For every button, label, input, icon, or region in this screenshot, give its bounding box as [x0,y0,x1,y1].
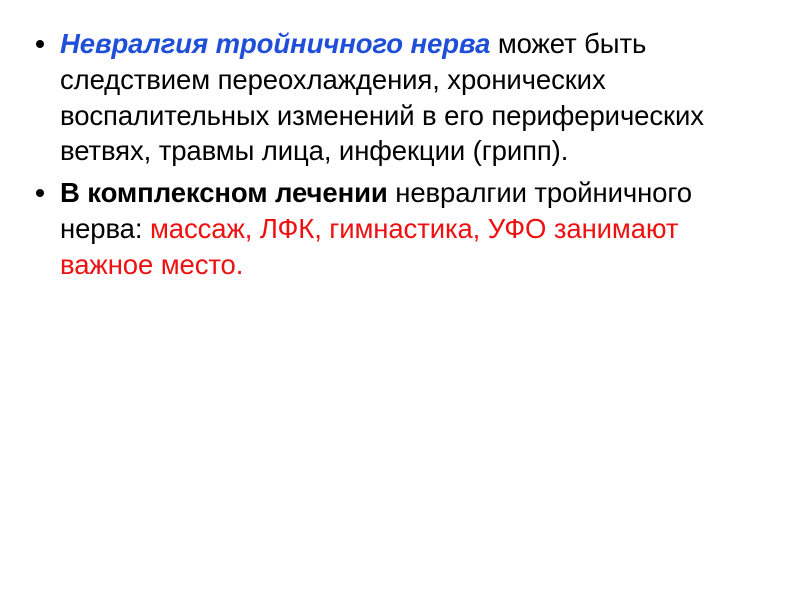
list-item [26,175,760,282]
body-text: может быть следствием переохлаждения, хронических воспалительных изменений в его периферических ветвях, травмы лица, инфекции (грипп). [60,28,704,167]
body-text: невралгии тройничного нерва: [60,177,692,244]
list-item [26,26,760,169]
emphasis-term-red: массаж, ЛФК, гимнастика, УФО занимают важное место. [60,212,679,280]
emphasis-term-blue: Невралгия тройничного нерва [60,28,491,59]
bullet-list [26,26,760,282]
emphasis-term-bold: В комплексном лечении [60,177,388,208]
